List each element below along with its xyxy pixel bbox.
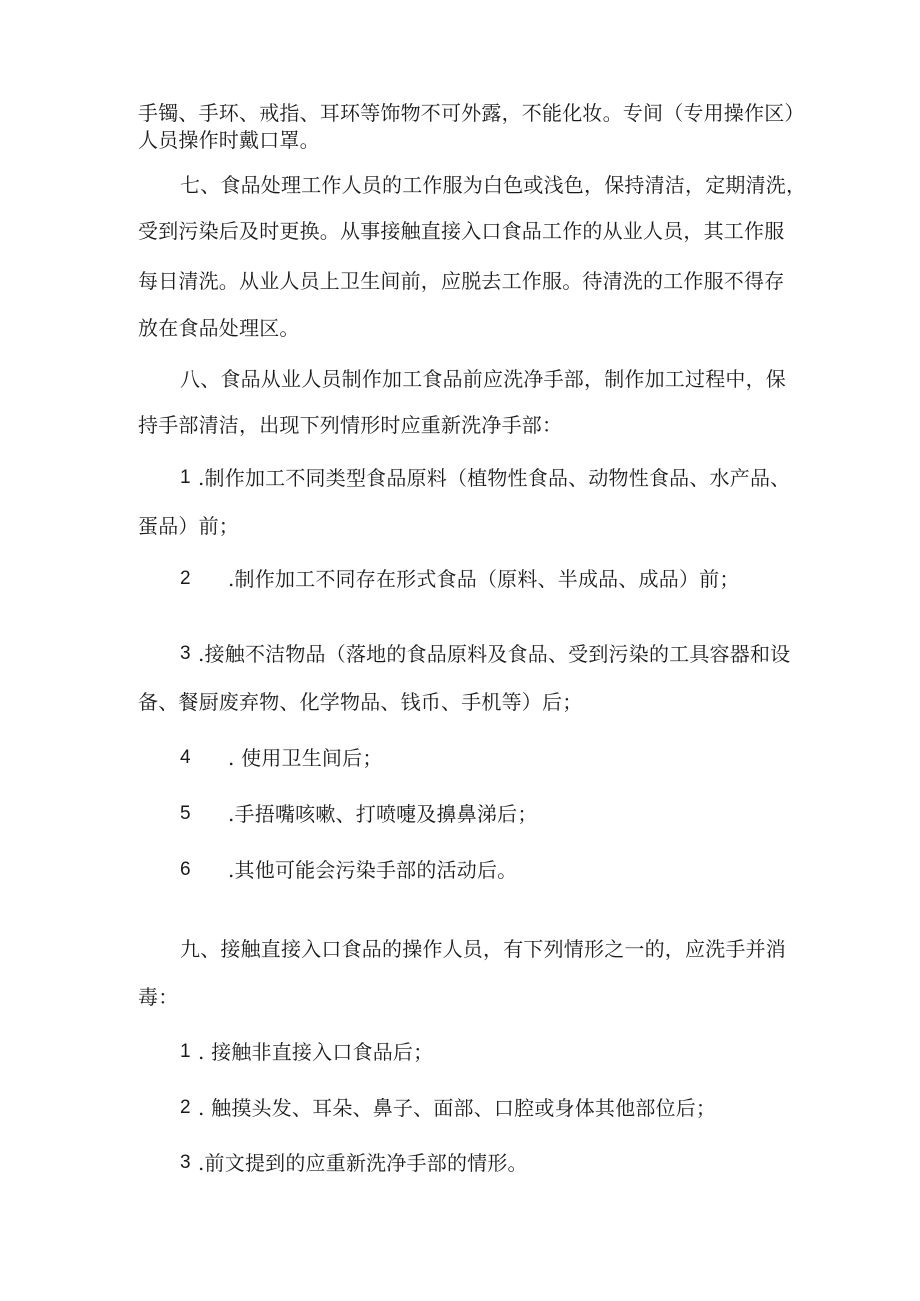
paragraph-8-line-1: 八、食品从业人员制作加工食品前应洗净手部，制作加工过程中，保 [180, 367, 786, 391]
list-item-text: . 使用卫生间后； [228, 746, 383, 770]
paragraph-9-line-1: 九、接触直接入口食品的操作人员，有下列情形之一的，应洗手并消 [180, 937, 786, 961]
list-item-number: 2 [180, 1097, 191, 1118]
paragraph-7-line-3: 每日清洗。从业人员上卫生间前，应脱去工作服。待清洗的工作服不得存 [138, 269, 785, 293]
list-item-text: .制作加工不同存在形式食品（原料、半成品、成品）前； [228, 567, 740, 591]
list-item-number: 3 [180, 1152, 191, 1173]
list-item-number: 4 [180, 747, 191, 768]
list-item-number: 3 [180, 643, 191, 664]
paragraph-7-line-1: 七、食品处理工作人员的工作服为白色或浅色，保持清洁，定期清洗， [180, 173, 807, 197]
list-item-text-cont: 备、餐厨废弃物、化学物品、钱币、手机等）后； [138, 690, 583, 714]
list-item-text: .制作加工不同类型食品原料（植物性食品、动物性食品、水产品、 [198, 466, 791, 490]
paragraph-7-line-2: 受到污染后及时更换。从事接触直接入口食品工作的从业人员，其工作服 [138, 219, 785, 243]
paragraph-6-line-1: 手镯、手环、戒指、耳环等饰物不可外露，不能化妆。专间（专用操作区） [138, 101, 805, 125]
list-item-number: 1 [180, 1041, 191, 1062]
list-item-text: .其他可能会污染手部的活动后。 [228, 858, 518, 882]
list-item-text: .前文提到的应重新洗净手部的情形。 [198, 1151, 528, 1175]
list-item-number: 1 [180, 467, 191, 488]
list-item-text: .接触不洁物品（落地的食品原料及食品、受到污染的工具容器和设 [198, 642, 791, 666]
list-item-number: 6 [180, 859, 191, 880]
list-item-text: .手捂嘴咳嗽、打喷嚏及擤鼻涕后； [228, 802, 538, 826]
list-item-number: 2 [180, 568, 191, 589]
paragraph-9-line-2: 毒： [138, 985, 179, 1009]
list-item-text-cont: 蛋品）前； [138, 514, 239, 538]
paragraph-8-line-2: 持手部清洁，出现下列情形时应重新洗净手部： [138, 413, 563, 437]
paragraph-6-line-2: 人员操作时戴口罩。 [138, 128, 320, 152]
paragraph-7-line-4: 放在食品处理区。 [138, 316, 300, 340]
list-item-text: . 触摸头发、耳朵、鼻子、面部、口腔或身体其他部位后； [198, 1096, 717, 1120]
list-item-number: 5 [180, 803, 191, 824]
list-item-text: . 接触非直接入口食品后； [198, 1040, 434, 1064]
